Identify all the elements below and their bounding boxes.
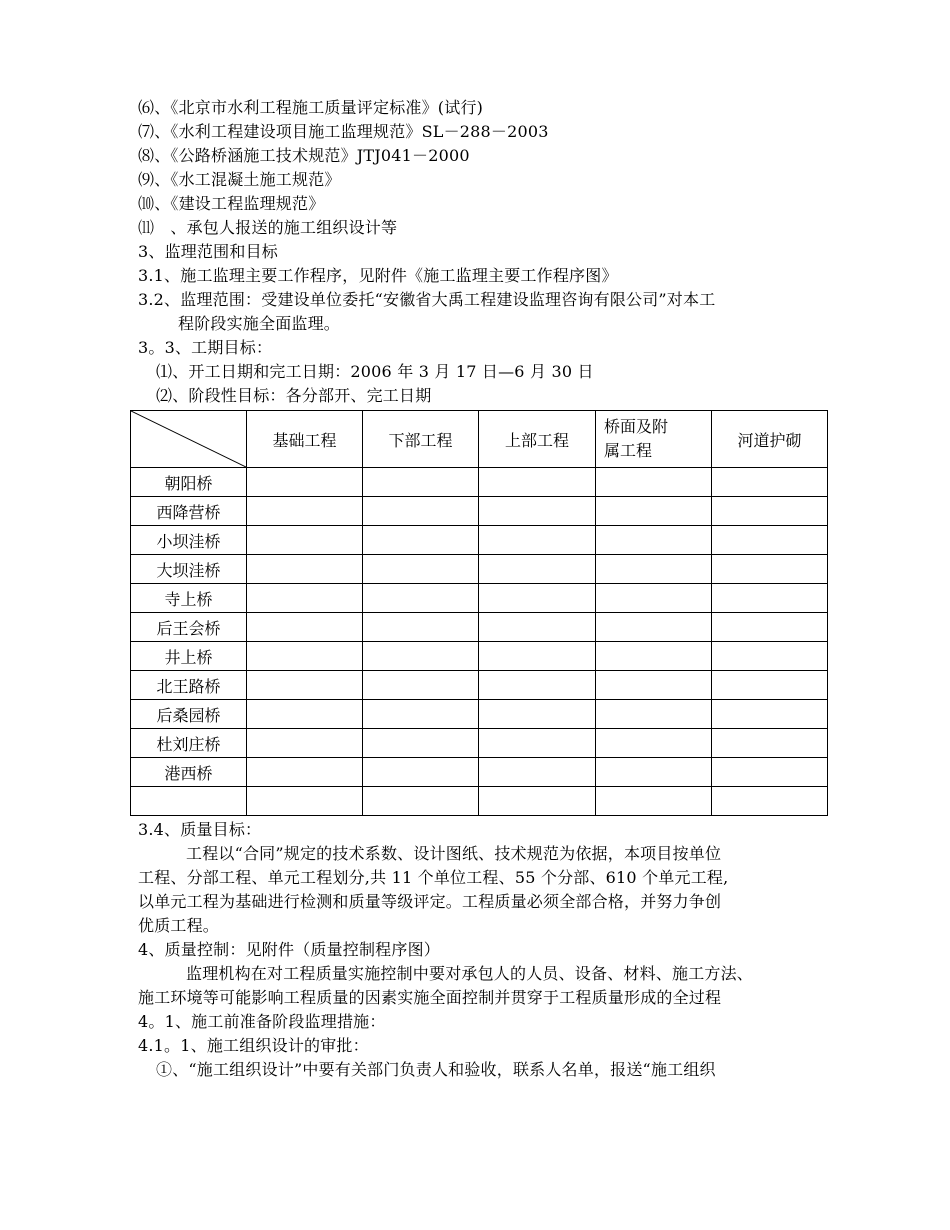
header-foundation: 基础工程: [247, 411, 363, 468]
table-cell: [596, 758, 712, 787]
table-cell: [712, 758, 828, 787]
table-cell: [712, 613, 828, 642]
table-cell: [247, 700, 363, 729]
bridge-name-cell: 北王路桥: [131, 671, 247, 700]
bridge-name-cell: [131, 787, 247, 816]
header-deck-line1: 桥面及附: [604, 417, 669, 436]
table-cell: [596, 671, 712, 700]
section-heading-4: 4、质量控制：见附件（质量控制程序图）: [138, 940, 440, 959]
control-text-2: 施工环境等可能影响工程质量的因素实施全面控制并贯穿于工程质量形成的全过程: [138, 988, 722, 1007]
table-cell: [479, 613, 596, 642]
table-cell: [247, 758, 363, 787]
control-text-1: 监理机构在对工程质量实施控制中要对承包人的人员、设备、材料、施工方法、: [186, 964, 754, 983]
table-cell: [712, 526, 828, 555]
table-row: [131, 787, 828, 816]
table-cell: [363, 642, 479, 671]
table-cell: [596, 787, 712, 816]
bridge-name-cell: 大坝洼桥: [131, 555, 247, 584]
table-cell: [247, 555, 363, 584]
table-cell: [247, 729, 363, 758]
paragraph-4-1-1: 4.1。1、施工组织设计的审批：: [138, 1036, 369, 1055]
header-substructure: 下部工程: [363, 411, 479, 468]
header-river-revetment: 河道护砌: [712, 411, 828, 468]
table-row: [131, 497, 828, 526]
quality-text-3: 以单元工程为基础进行检测和质量等级评定。工程质量必须全部合格，并努力争创: [138, 892, 722, 911]
table-cell: [247, 526, 363, 555]
table-cell: [712, 584, 828, 613]
ref-item-11: ⑾ 、承包人报送的施工组织设计等: [138, 218, 398, 237]
table-cell: [479, 526, 596, 555]
ref-item-9: ⑼、《水工混凝土施工规范》: [138, 170, 341, 189]
table-row: [131, 555, 828, 584]
schedule-dates: ⑴、开工日期和完工日期：2006 年 3 月 17 日—6 月 30 日: [156, 362, 594, 381]
table-cell: [712, 671, 828, 700]
ref-item-7: ⑺、《水利工程建设项目施工监理规范》SL－288－2003: [138, 122, 549, 141]
table-cell: [363, 787, 479, 816]
table-cell: [363, 584, 479, 613]
table-cell: [247, 584, 363, 613]
paragraph-3-3: 3。3、工期目标：: [138, 338, 273, 357]
table-cell: [247, 613, 363, 642]
paragraph-4-1: 4。1、施工前准备阶段监理措施：: [138, 1012, 386, 1031]
bridge-name-cell: 港西桥: [131, 758, 247, 787]
table-cell: [479, 787, 596, 816]
table-cell: [247, 787, 363, 816]
table-cell: [712, 642, 828, 671]
diagonal-line: [131, 411, 246, 467]
paragraph-item-1: ①、“施工组织设计”中要有关部门负责人和验收，联系人名单，报送“施工组织: [156, 1060, 716, 1079]
table-cell: [596, 642, 712, 671]
ref-item-10: ⑽、《建设工程监理规范》: [138, 194, 325, 213]
ref-item-6: ⑹、《北京市水利工程施工质量评定标准》(试行): [138, 98, 484, 117]
table-cell: [479, 729, 596, 758]
table-cell: [479, 700, 596, 729]
table-row: [131, 729, 828, 758]
table-cell: [712, 787, 828, 816]
table-cell: [247, 468, 363, 497]
table-cell: [363, 758, 479, 787]
table-row: [131, 613, 828, 642]
table-cell: [596, 468, 712, 497]
table-cell: [712, 729, 828, 758]
table-cell: [363, 671, 479, 700]
table-row: [131, 758, 828, 787]
table-header-row: [131, 411, 828, 468]
table-row: [131, 526, 828, 555]
table-cell: [712, 468, 828, 497]
table-cell: [363, 526, 479, 555]
table-cell: [363, 700, 479, 729]
table-cell: [479, 497, 596, 526]
bridge-name-cell: 杜刘庄桥: [131, 729, 247, 758]
table-cell: [712, 497, 828, 526]
table-cell: [363, 729, 479, 758]
table-cell: [363, 468, 479, 497]
table-cell: [363, 555, 479, 584]
bridge-name-cell: 朝阳桥: [131, 468, 247, 497]
table-row: [131, 584, 828, 613]
table-row: [131, 700, 828, 729]
table-cell: [712, 700, 828, 729]
header-deck-line2: 属工程: [604, 441, 653, 460]
table-cell: [596, 555, 712, 584]
paragraph-3-1: 3.1、施工监理主要工作程序，见附件《施工监理主要工作程序图》: [138, 266, 618, 285]
quality-text-4: 优质工程。: [138, 916, 220, 935]
table-cell: [712, 555, 828, 584]
bridge-name-cell: 寺上桥: [131, 584, 247, 613]
section-heading-3: 3、监理范围和目标: [138, 242, 278, 261]
table-cell: [596, 584, 712, 613]
table-row: [131, 671, 828, 700]
paragraph-3-4: 3.4、质量目标：: [138, 820, 262, 839]
paragraph-3-2: 3.2、监理范围：受建设单位委托“安徽省大禹工程建设监理咨询有限公司”对本工: [138, 290, 716, 309]
table-cell: [363, 497, 479, 526]
table-cell: [596, 497, 712, 526]
table-cell: [596, 613, 712, 642]
table-cell: [596, 526, 712, 555]
table-cell: [479, 758, 596, 787]
table-row: [131, 642, 828, 671]
table-cell: [479, 555, 596, 584]
table-cell: [479, 642, 596, 671]
bridge-name-cell: 西降营桥: [131, 497, 247, 526]
bridge-name-cell: 井上桥: [131, 642, 247, 671]
table-cell: [247, 642, 363, 671]
header-deck: [596, 411, 712, 468]
table-cell: [479, 584, 596, 613]
schedule-table: [130, 410, 828, 816]
table-cell: [479, 468, 596, 497]
table-row: [131, 468, 828, 497]
paragraph-3-2-cont: 程阶段实施全面监理。: [178, 314, 341, 333]
header-superstructure: 上部工程: [479, 411, 596, 468]
quality-text-1: 工程以“合同”规定的技术系数、设计图纸、技术规范为依据，本项目按单位: [186, 844, 722, 863]
ref-item-8: ⑻、《公路桥涵施工技术规范》JTJ041－2000: [138, 146, 470, 165]
table-cell: [479, 671, 596, 700]
table-cell: [247, 671, 363, 700]
quality-text-2: 工程、分部工程、单元工程划分,共 11 个单位工程、55 个分部、610 个单元工程,: [138, 868, 729, 887]
corner-cell: [131, 411, 247, 468]
bridge-name-cell: 小坝洼桥: [131, 526, 247, 555]
table-cell: [596, 729, 712, 758]
stage-targets: ⑵、阶段性目标：各分部开、完工日期: [156, 386, 432, 405]
bridge-name-cell: 后桑园桥: [131, 700, 247, 729]
table-cell: [596, 700, 712, 729]
table-cell: [247, 497, 363, 526]
bridge-name-cell: 后王会桥: [131, 613, 247, 642]
table-cell: [363, 613, 479, 642]
